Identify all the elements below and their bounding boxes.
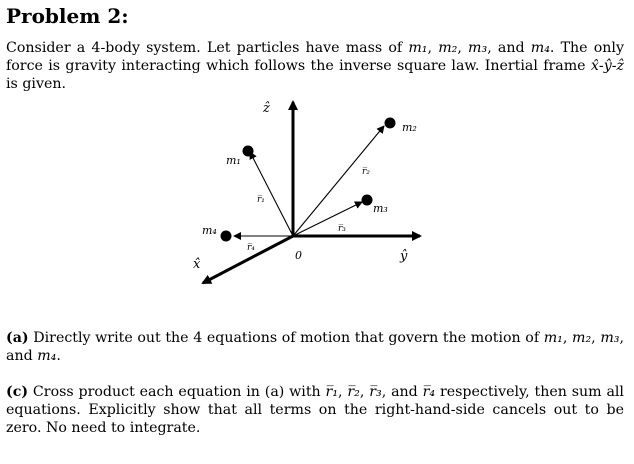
four-body-diagram	[170, 88, 460, 298]
separator: , and	[381, 384, 423, 400]
vector-r2: r̅₂	[347, 384, 360, 400]
mass-m1: m₁	[408, 40, 428, 56]
part-c-text: Cross product each equation in (a) with	[28, 384, 326, 400]
r4-label: r̅₄	[247, 243, 255, 253]
mass-m3: m₃	[600, 330, 620, 346]
separator: ,	[338, 384, 348, 400]
origin-label: 0	[295, 249, 302, 262]
mass-m4: m₄	[530, 40, 550, 56]
r2-vector	[293, 126, 384, 236]
separator: ,	[457, 40, 469, 56]
mass-m3: m₃	[468, 40, 488, 56]
y-axis-label: ŷ	[400, 249, 408, 264]
particle-m3	[362, 195, 373, 206]
intro-text: Consider a 4-body system. Let particles have mass of	[6, 40, 409, 56]
part-a-text: Directly write out the 4 equations of motion that govern the motion of	[28, 330, 544, 346]
mass-m4: m₄	[37, 348, 57, 364]
separator: , and	[487, 40, 531, 56]
part-c-text-2: respectively, then sum all equations. Explicitly show that all terms on the right-hand-side cancels out to be zero. No need to integrate.	[6, 384, 624, 436]
period: .	[56, 348, 61, 364]
mass-m2: m₂	[572, 330, 592, 346]
vector-r1: r̅₁	[325, 384, 339, 400]
intro-text-2: . The only force is gravity interacting which follows the inverse square law. Inertial frame	[6, 40, 624, 74]
separator: , and	[6, 330, 624, 364]
x-axis-label: x̂	[193, 257, 201, 272]
part-c-tag: (c)	[6, 384, 29, 400]
vector-r3: r̅₃	[369, 384, 382, 400]
diagram-svg	[170, 88, 460, 298]
m1-label: m₁	[226, 154, 241, 167]
m4-label: m₄	[202, 224, 217, 237]
part-a	[6, 329, 624, 365]
separator: ,	[427, 40, 439, 56]
particle-m2	[385, 118, 396, 129]
r3-label: r̅₃	[338, 224, 346, 234]
separator: ,	[562, 330, 573, 346]
separator: ,	[359, 384, 370, 400]
r2-label: r̅₂	[362, 167, 370, 177]
problem-statement	[6, 39, 624, 93]
r3-vector	[293, 202, 362, 236]
inertial-frame: x̂-ŷ-ẑ	[590, 58, 624, 74]
m2-label: m₂	[402, 121, 417, 134]
particle-m1	[243, 146, 254, 157]
r1-vector	[250, 152, 293, 236]
part-c	[6, 383, 624, 437]
mass-m1: m₁	[543, 330, 563, 346]
r1-label: r̅₁	[257, 195, 265, 205]
problem-title: Problem 2:	[6, 4, 129, 28]
particle-m4	[221, 231, 232, 242]
separator: ,	[591, 330, 601, 346]
vector-r4: r̅₄	[422, 384, 436, 400]
part-a-tag: (a)	[6, 330, 29, 346]
z-axis-label: ẑ	[263, 101, 270, 116]
mass-m2: m₂	[438, 40, 458, 56]
intro-end: is given.	[6, 76, 67, 92]
m3-label: m₃	[373, 202, 388, 215]
